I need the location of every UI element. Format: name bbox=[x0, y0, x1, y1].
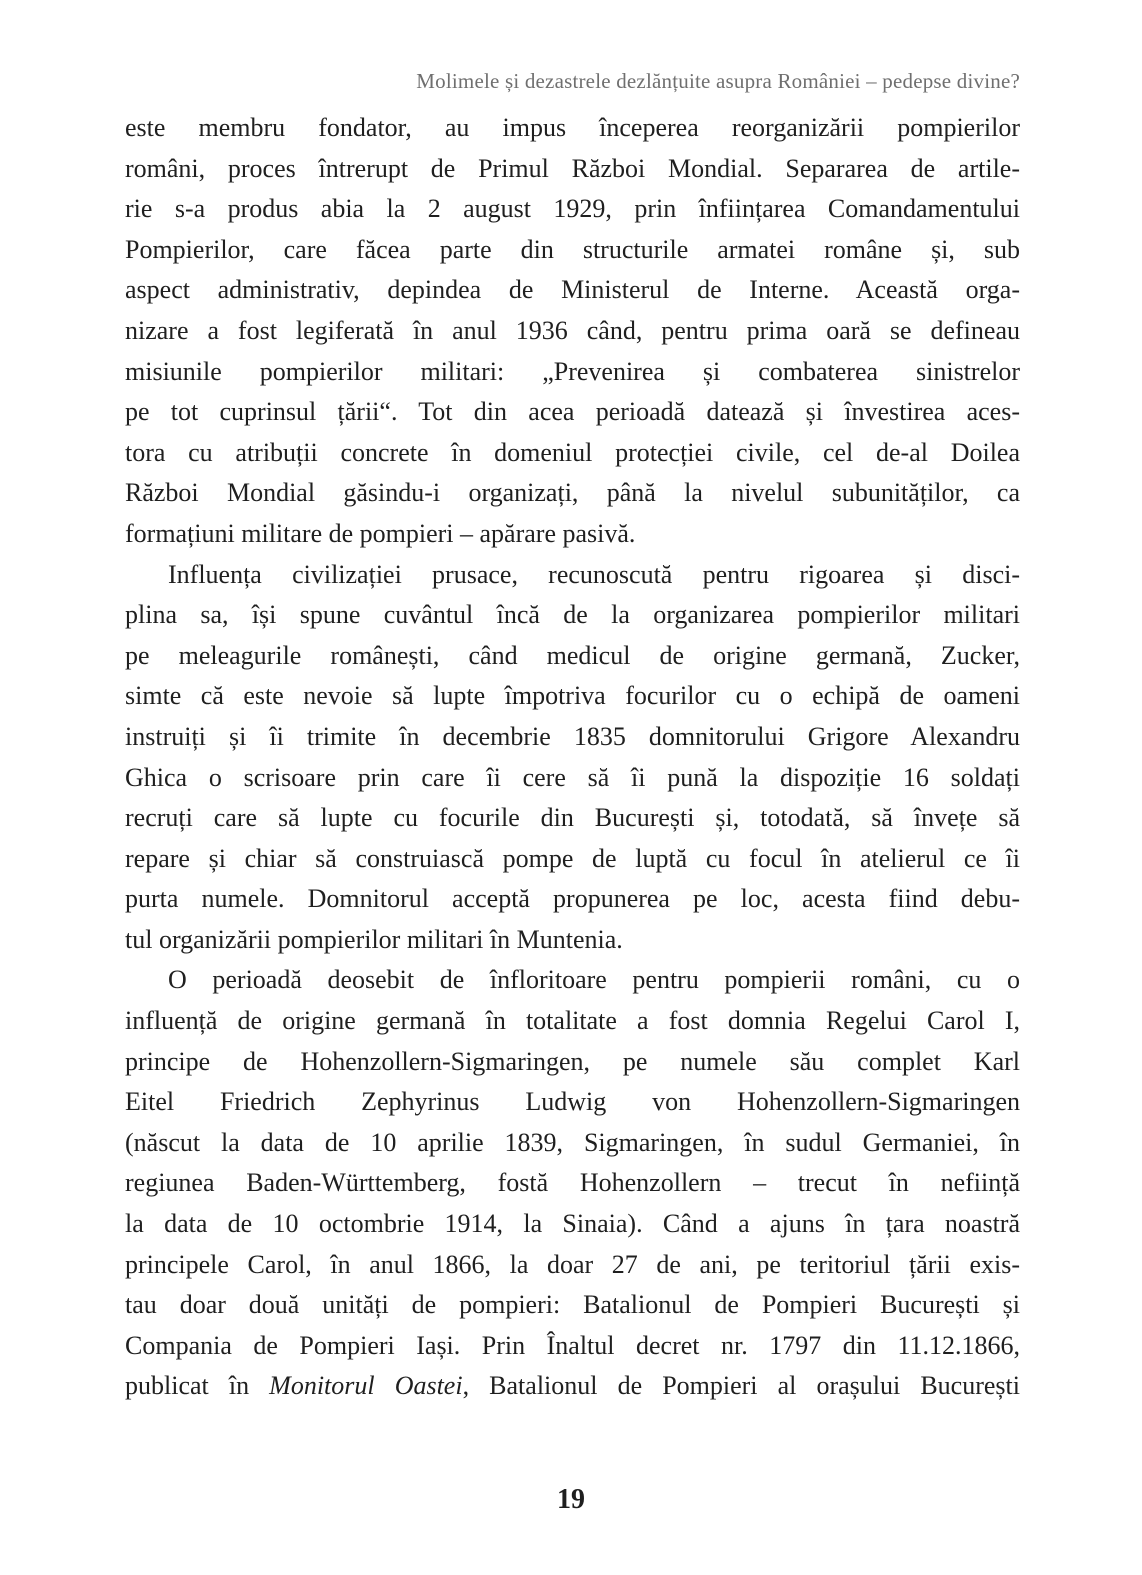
text-line: publicat în Monitorul Oastei, Batalionul de Pompieri al orașului București bbox=[125, 1371, 1020, 1401]
text-line: este membru fondator, au impus începerea reorganizării pompierilor bbox=[125, 113, 1020, 142]
text-line: Influența civilizației prusace, recunoscută pentru rigoarea și disci- bbox=[168, 559, 1020, 589]
text-line: Pompierilor, care făcea parte din structurile armatei române și, sub bbox=[125, 234, 1020, 264]
text-line: tau doar două unități de pompieri: Batalionul de Pompieri București și bbox=[125, 1290, 1020, 1320]
text-line: principele Carol, în anul 1866, la doar 27 de ani, pe teritoriul țării exis- bbox=[125, 1249, 1020, 1279]
italic-title: Monitorul Oastei bbox=[269, 1371, 463, 1401]
text-line: Ghica o scrisoare prin care îi cere să îi pună la dispoziție 16 soldați bbox=[125, 762, 1020, 792]
text-line: recruți care să lupte cu focurile din București și, totodată, să învețe să bbox=[125, 803, 1020, 833]
text-line: instruiți și îi trimite în decembrie 1835 domnitorului Grigore Alexandru bbox=[125, 721, 1020, 751]
text-line: Compania de Pompieri Iași. Prin Înaltul decret nr. 1797 din 11.12.1866, bbox=[125, 1330, 1020, 1360]
text-line: pe tot cuprinsul țării“. Tot din acea perioadă datează și învestirea aces- bbox=[125, 397, 1020, 427]
text-line: pe meleagurile românești, când medicul de origine germană, Zucker, bbox=[125, 640, 1020, 670]
page-number: 19 bbox=[557, 1484, 585, 1515]
text-line: tul organizării pompierilor militari în Muntenia. bbox=[125, 924, 623, 954]
text-line: rie s-a produs abia la 2 august 1929, prin înființarea Comandamentului bbox=[125, 194, 1020, 224]
text-line: plina sa, își spune cuvântul încă de la organizarea pompierilor militari bbox=[125, 600, 1020, 630]
text-line: regiunea Baden-Württemberg, fostă Hohenzollern – trecut în neființă bbox=[125, 1168, 1020, 1198]
text-line: principe de Hohenzollern-Sigmaringen, pe numele său complet Karl bbox=[125, 1046, 1020, 1076]
text-line: români, proces întrerupt de Primul Război Mondial. Separarea de artile- bbox=[125, 153, 1020, 183]
text-line: la data de 10 octombrie 1914, la Sinaia). Când a ajuns în țara noastră bbox=[125, 1209, 1020, 1239]
text-line: repare și chiar să construiască pompe de luptă cu focul în atelierul ce îi bbox=[125, 843, 1020, 873]
running-header: Molimele și dezastrele dezlănțuite asupra României – pedepse divine? bbox=[416, 69, 1020, 93]
text-line: influență de origine germană în totalitate a fost domnia Regelui Carol I, bbox=[125, 1006, 1020, 1036]
text-line: Eitel Friedrich Zephyrinus Ludwig von Hohenzollern-Sigmaringen bbox=[125, 1087, 1020, 1117]
text-line: simte că este nevoie să lupte împotriva focurilor cu o echipă de oameni bbox=[125, 681, 1020, 711]
text-line: aspect administrativ, depindea de Ministerul de Interne. Această orga- bbox=[125, 275, 1020, 305]
text-line: purta numele. Domnitorul acceptă propunerea pe loc, acesta fiind debu- bbox=[125, 884, 1020, 914]
text-line: O perioadă deosebit de înfloritoare pentru pompierii români, cu o bbox=[168, 965, 1020, 995]
text-line: tora cu atribuții concrete în domeniul protecției civile, cel de-al Doilea bbox=[125, 437, 1020, 467]
text-line: nizare a fost legiferată în anul 1936 când, pentru prima oară se defineau bbox=[125, 315, 1020, 345]
body-text bbox=[125, 108, 1020, 1407]
text-line: formațiuni militare de pompieri – apărare pasivă. bbox=[125, 518, 636, 548]
text-line: Război Mondial găsindu-i organizați, până la nivelul subunităților, ca bbox=[125, 478, 1020, 508]
text-line: (născut la data de 10 aprilie 1839, Sigmaringen, în sudul Germaniei, în bbox=[125, 1127, 1020, 1157]
text-line: misiunile pompierilor militari: „Prevenirea și combaterea sinistrelor bbox=[125, 356, 1020, 386]
